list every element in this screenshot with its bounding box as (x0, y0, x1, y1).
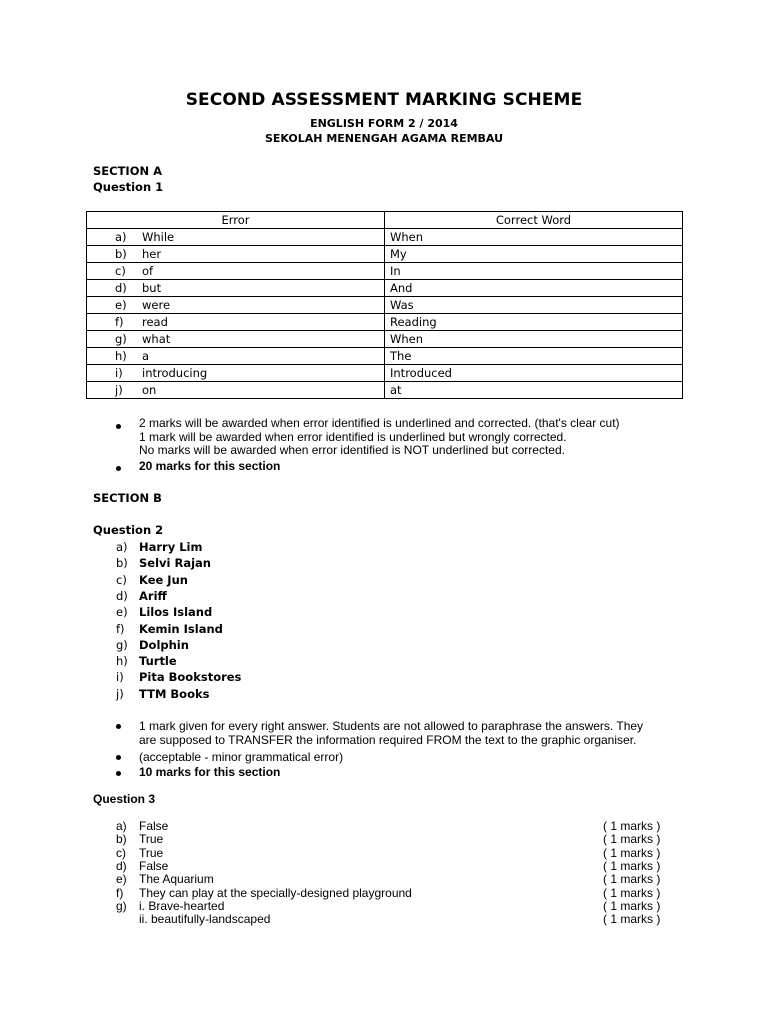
list-item (116, 819, 168, 833)
item-answer: ii. beautifully-landscaped (139, 912, 271, 927)
item-answer: Kee Jun (139, 572, 188, 587)
error-word: of (142, 263, 154, 278)
item-label: b) (116, 832, 127, 847)
item-label: f) (116, 885, 124, 900)
item-label: a) (116, 540, 128, 554)
column-header-error: Error (87, 212, 385, 229)
list-item (116, 899, 224, 913)
marks-label: ( 1 marks ) (603, 832, 661, 847)
correct-word-cell: In (385, 263, 683, 280)
row-label: j) (115, 382, 123, 397)
bullet-icon (116, 771, 121, 776)
question-1-heading: Question 1 (93, 180, 164, 194)
bullet-icon (116, 424, 121, 429)
marking-note-3: No marks will be awarded when error identified is NOT underlined but corrected. (139, 443, 565, 457)
item-answer: False (139, 858, 169, 873)
list-item (116, 846, 163, 860)
item-label: d) (116, 588, 128, 603)
list-item (116, 886, 412, 900)
row-label: a) (115, 229, 127, 244)
error-word: her (142, 246, 162, 261)
list-item (116, 912, 270, 926)
row-label: f) (115, 314, 124, 329)
list-item (116, 605, 212, 619)
error-cell (87, 382, 385, 399)
bullet-icon (116, 466, 121, 471)
item-label: g) (116, 898, 127, 913)
marks-label: ( 1 marks ) (603, 858, 661, 873)
error-cell (87, 246, 385, 263)
list-item (116, 687, 209, 701)
error-cell (87, 331, 385, 348)
item-answer: They can play at the specially-designed playground (139, 885, 412, 900)
item-label: b) (116, 556, 128, 571)
error-correction-table (86, 211, 683, 399)
bullet-icon (116, 755, 121, 760)
item-answer: Lilos Island (139, 605, 213, 620)
item-answer: True (139, 832, 164, 847)
error-word: but (142, 280, 162, 295)
error-cell (87, 314, 385, 331)
list-item (116, 654, 177, 668)
row-label: d) (115, 280, 127, 295)
marking-note-2: 1 mark will be awarded when error identified is underlined but wrongly corrected. (139, 430, 567, 444)
list-item (116, 556, 211, 570)
section-b-heading: SECTION B (93, 491, 162, 505)
page-title: SECOND ASSESSMENT MARKING SCHEME (185, 90, 583, 110)
item-answer: Pita Bookstores (139, 670, 242, 685)
error-cell (87, 280, 385, 297)
column-header-correct-word: Correct Word (385, 212, 683, 229)
correct-word-cell: Was (385, 297, 683, 314)
marks-label: ( 1 marks ) (603, 872, 661, 887)
error-word: on (142, 382, 157, 397)
error-cell (87, 365, 385, 382)
error-cell (87, 348, 385, 365)
row-label: c) (115, 263, 126, 278)
list-item (116, 589, 167, 603)
item-answer: Ariff (139, 588, 167, 603)
item-answer: Selvi Rajan (139, 556, 211, 571)
item-label: a) (116, 819, 127, 833)
item-label: i) (116, 670, 124, 685)
item-label: f) (116, 621, 125, 636)
error-word: While (142, 229, 175, 244)
row-label: i) (115, 365, 123, 380)
error-cell (87, 263, 385, 280)
item-answer: Dolphin (139, 637, 189, 652)
list-item (116, 638, 189, 652)
correct-word-cell: And (385, 280, 683, 297)
list-item (116, 573, 188, 587)
marks-label: ( 1 marks ) (603, 845, 661, 860)
row-label: e) (115, 297, 127, 312)
table-row (87, 382, 683, 399)
bullet-icon (116, 724, 121, 729)
item-answer: The Aquarium (139, 872, 214, 887)
correct-word-cell: When (385, 331, 683, 348)
item-label: d) (116, 858, 127, 873)
item-label: c) (116, 572, 127, 587)
error-cell (87, 297, 385, 314)
correct-word-cell: Reading (385, 314, 683, 331)
item-answer: False (139, 819, 169, 833)
item-label: g) (116, 637, 128, 652)
list-item (116, 622, 223, 636)
table-row (87, 297, 683, 314)
marks-label: ( 1 marks ) (603, 912, 661, 927)
item-label: e) (116, 605, 128, 620)
correct-word-cell: Introduced (385, 365, 683, 382)
table-header-row (87, 212, 683, 229)
list-item (116, 540, 202, 554)
table-row (87, 263, 683, 280)
error-cell (87, 229, 385, 246)
marking-note-1: 2 marks will be awarded when error identified is underlined and corrected. (that's clear cut) (139, 416, 620, 430)
item-label: c) (116, 845, 126, 860)
question-3-heading: Question 3 (93, 792, 156, 806)
list-item (116, 872, 214, 886)
table-row (87, 280, 683, 297)
question-2-note-line-1: 1 mark given for every right answer. Students are not allowed to paraphrase the answers. They (139, 719, 644, 733)
list-item (116, 832, 163, 846)
section-b-total: 10 marks for this section (139, 765, 281, 779)
item-answer: Turtle (139, 654, 177, 669)
row-label: b) (115, 246, 127, 261)
item-label: j) (116, 686, 124, 701)
table-row (87, 246, 683, 263)
error-word: a (142, 348, 150, 363)
marks-label: ( 1 marks ) (603, 885, 661, 900)
subtitle-school: SEKOLAH MENENGAH AGAMA REMBAU (264, 132, 504, 145)
item-answer: True (139, 845, 164, 860)
question-2-heading: Question 2 (93, 523, 164, 537)
question-2-note-line-2: are supposed to TRANSFER the information required FROM the text to the graphic organiser. (139, 733, 637, 747)
question-2-note-acceptable: (acceptable - minor grammatical error) (139, 750, 344, 764)
table-row (87, 331, 683, 348)
error-word: introducing (142, 365, 208, 380)
correct-word-cell: My (385, 246, 683, 263)
marks-label: ( 1 marks ) (603, 898, 661, 913)
list-item (116, 859, 168, 873)
table-row (87, 314, 683, 331)
item-answer: TTM Books (139, 686, 210, 701)
table-row (87, 348, 683, 365)
section-a-heading: SECTION A (93, 164, 163, 178)
row-label: h) (115, 348, 127, 363)
item-answer: Kemin Island (139, 621, 223, 636)
table-row (87, 365, 683, 382)
error-word: what (142, 331, 171, 346)
item-answer: Harry Lim (139, 540, 203, 554)
list-item (116, 670, 241, 684)
item-label: e) (116, 872, 127, 887)
item-label: h) (116, 654, 128, 669)
marks-label: ( 1 marks ) (603, 819, 661, 833)
correct-word-cell: at (385, 382, 683, 399)
error-word: read (142, 314, 168, 329)
row-label: g) (115, 331, 127, 346)
subtitle-subject: ENGLISH FORM 2 / 2014 (310, 117, 458, 130)
section-a-total: 20 marks for this section (139, 459, 281, 473)
correct-word-cell: When (385, 229, 683, 246)
correct-word-cell: The (385, 348, 683, 365)
item-answer: i. Brave-hearted (139, 898, 225, 913)
table-row (87, 229, 683, 246)
error-word: were (142, 297, 171, 312)
